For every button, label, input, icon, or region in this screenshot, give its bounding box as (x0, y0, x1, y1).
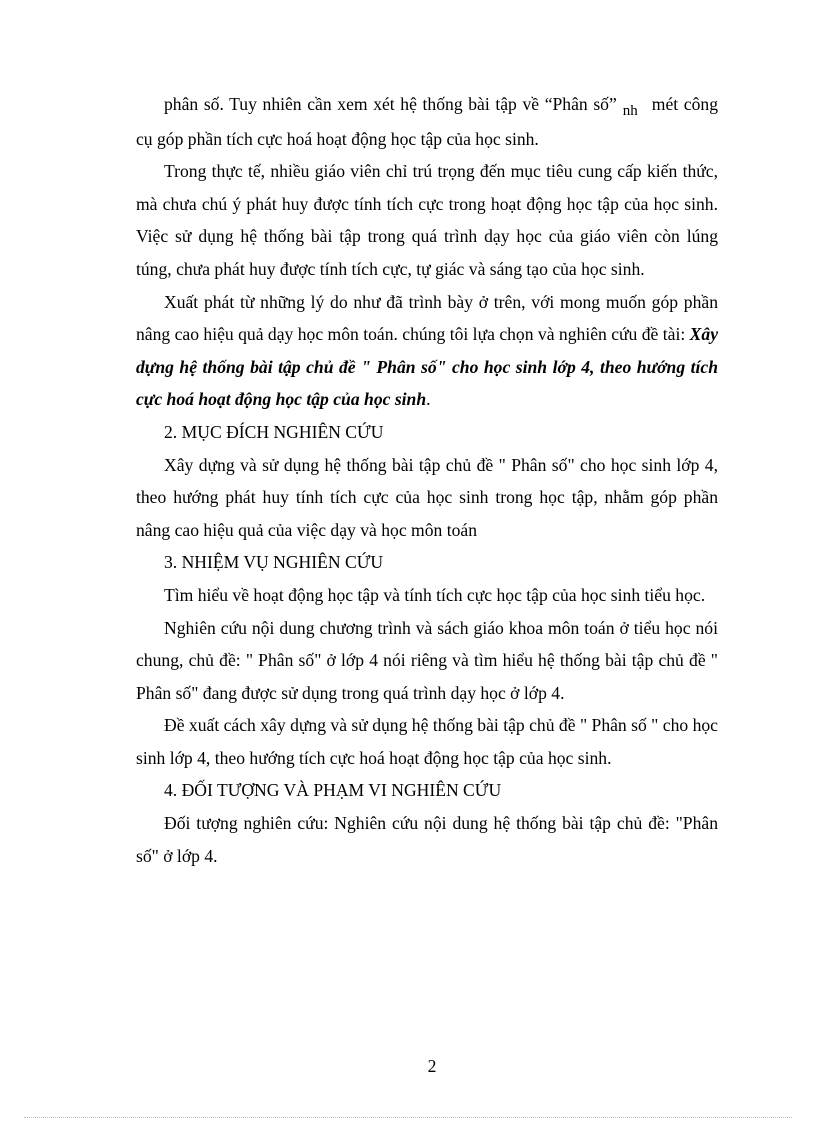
section-heading-scope: 4. ĐỐI TƯỢNG VÀ PHẠM VI NGHIÊN CỨU (164, 780, 502, 801)
stray-subscript: nh (622, 103, 638, 119)
paragraph-rationale (136, 286, 718, 416)
paragraph-intro-continued (136, 88, 718, 155)
section-heading-tasks: 3. NHIỆM VỤ NGHIÊN CỨU (164, 552, 384, 573)
paragraph-text: mét công cụ góp phần tích cực hoá hoạt động học tập của học sinh. (136, 94, 719, 149)
page-number: 2 (427, 1056, 437, 1076)
paragraph-purpose: Xây dựng và sử dụng hệ thống bài tập chủ đề " Phân số" cho học sinh lớp 4, theo hướng phát huy tính tích cực của học sinh trong học tập, nhằm góp phần nâng cao hiệu quả của việc dạy và học môn toán (136, 454, 718, 540)
paragraph-task-3: Đề xuất cách xây dựng và sử dụng hệ thống bài tập chủ đề " Phân số " cho học sinh lớp 4, theo hướng tích cực hoá hoạt động học tập của học sinh. (136, 715, 718, 768)
section-heading-purpose: 2. MỤC ĐÍCH NGHIÊN CỨU (164, 421, 384, 442)
paragraph-text: phân số. Tuy nhiên cần xem xét hệ thống bài tập về “Phân số” (164, 94, 617, 114)
body-text (136, 88, 718, 872)
paragraph-text: . (426, 389, 431, 410)
paragraph-subject: Đối tượng nghiên cứu: Nghiên cứu nội dung hệ thống bài tập chủ đề: "Phân số" ở lớp 4. (136, 813, 718, 866)
paragraph-reality: Trong thực tế, nhiều giáo viên chỉ trú trọng đến mục tiêu cung cấp kiến thức, mà chưa chú ý phát huy được tính tích cực trong hoạt động học tập của học sinh. Việc sử dụng hệ thống bài tập trong quá trình dạy học của giáo viên còn lúng túng, chưa phát huy được tính tích cực, tự giác và sáng tạo của học sinh. (136, 161, 718, 279)
paragraph-task-2: Nghiên cứu nội dung chương trình và sách giáo khoa môn toán ở tiểu học nói chung, chủ đề: " Phân số" ở lớp 4 nói riêng và tìm hiểu hệ thống bài tập chủ đề " Phân số" đang được sử dụng trong quá trình dạy học ở lớp 4. (136, 617, 718, 703)
paragraph-text: Xuất phát từ những lý do như đã trình bày ở trên, với mong muốn góp phần nâng cao hiệu quả dạy học môn toán. chúng tôi lựa chọn và nghiên cứu đề tài: (136, 291, 718, 345)
thesis-title: Xây dựng hệ thống bài tập chủ đề " Phân số" cho học sinh lớp 4, theo hướng tích cực hoá hoạt động học tập của học sinh (136, 324, 718, 410)
paragraph-task-1: Tìm hiểu về hoạt động học tập và tính tích cực học tập của học sinh tiểu học. (164, 584, 706, 605)
page-bottom-divider (24, 1117, 792, 1118)
